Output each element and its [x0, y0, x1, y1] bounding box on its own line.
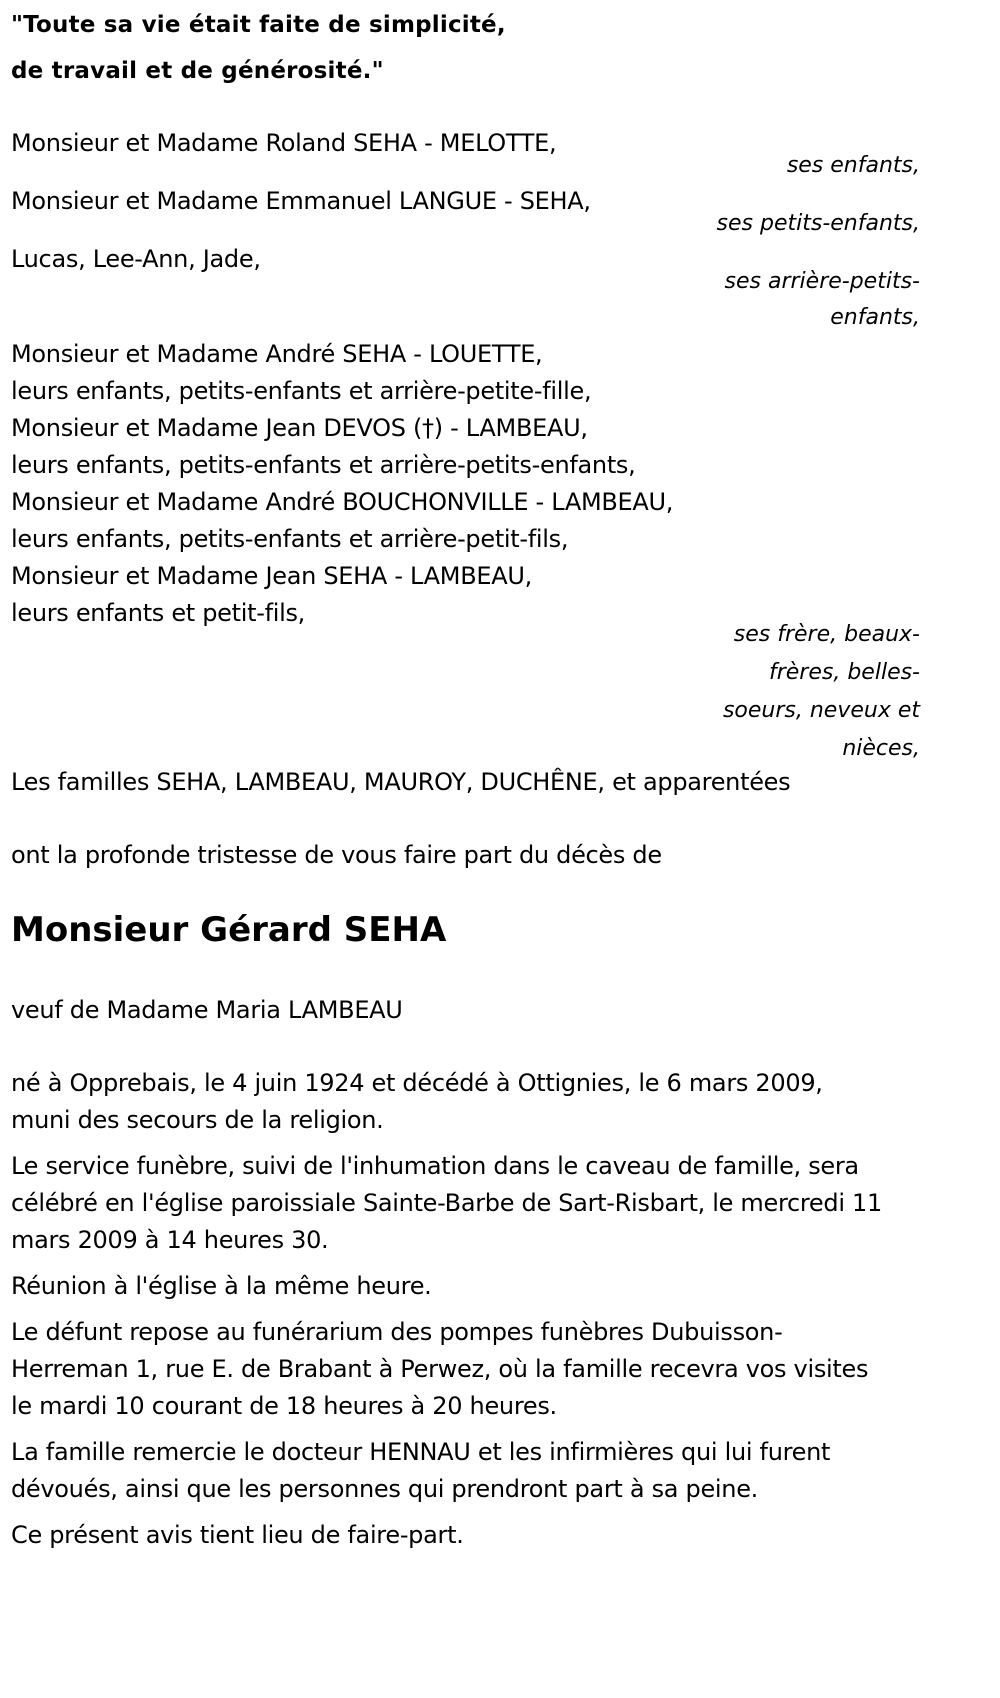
relation-label [660, 205, 920, 243]
family-member-line: Lucas, Lee-Ann, Jade, [11, 245, 261, 273]
funerarium-line: Herreman 1, rue E. de Brabant à Perwez, où la famille recevra vos visites [11, 1355, 869, 1383]
family-member-line: Monsieur et Madame Roland SEHA - MELOTTE, [11, 129, 557, 157]
funerarium-line: Le défunt repose au funérarium des pompes funèbres Dubuisson- [11, 1318, 783, 1346]
family-member-line: leurs enfants, petits-enfants et arrière-petits-enfants, [11, 451, 636, 479]
relation-line: soeurs, neveux et [722, 698, 920, 723]
relation-line: ses petits-enfants, [716, 211, 920, 236]
family-member-line: Monsieur et Madame Emmanuel LANGUE - SEHA, [11, 187, 591, 215]
funerarium-line: le mardi 10 courant de 18 heures à 20 heures. [11, 1392, 557, 1420]
family-member-line: Monsieur et Madame André BOUCHONVILLE - LAMBEAU, [11, 488, 674, 516]
family-member-line: leurs enfants, petits-enfants et arrière-petit-fils, [11, 525, 569, 553]
relation-label [660, 616, 920, 768]
widower-of-text: veuf de Madame Maria LAMBEAU [11, 996, 403, 1024]
birth-death-line: né à Opprebais, le 4 juin 1924 et décédé à Ottignies, le 6 mars 2009, [11, 1069, 823, 1097]
birth-death-line: muni des secours de la religion. [11, 1106, 384, 1134]
quote-line-1: "Toute sa vie était faite de simplicité, [11, 12, 506, 38]
thanks-line: La famille remercie le docteur HENNAU et les infirmières qui lui furent [11, 1438, 831, 1466]
relation-line: nièces, [842, 736, 920, 761]
relation-line: ses frère, beaux- [733, 622, 920, 647]
announcement-text: ont la profonde tristesse de vous faire part du décès de [11, 841, 662, 869]
service-line: mars 2009 à 14 heures 30. [11, 1226, 329, 1254]
family-member-line: Monsieur et Madame André SEHA - LOUETTE, [11, 340, 543, 368]
relation-line: ses arrière-petits- [724, 269, 920, 294]
family-member-line: leurs enfants, petits-enfants et arrière-petite-fille, [11, 377, 592, 405]
service-line: célébré en l'église paroissiale Sainte-Barbe de Sart-Risbart, le mercredi 11 [11, 1189, 882, 1217]
closing-line: Ce présent avis tient lieu de faire-part. [11, 1521, 464, 1549]
relation-label [660, 147, 920, 185]
thanks-line: dévoués, ainsi que les personnes qui prendront part à sa peine. [11, 1475, 758, 1503]
service-line: Le service funèbre, suivi de l'inhumation dans le caveau de famille, sera [11, 1152, 859, 1180]
relation-line: ses enfants, [786, 153, 920, 178]
relation-line: frères, belles- [768, 660, 920, 685]
quote-line-2: de travail et de générosité." [11, 58, 384, 84]
relation-line: enfants, [830, 305, 920, 330]
family-member-line: Monsieur et Madame Jean SEHA - LAMBEAU, [11, 562, 532, 590]
relation-label [660, 263, 920, 337]
families-line: Les familles SEHA, LAMBEAU, MAUROY, DUCHÊNE, et apparentées [11, 768, 791, 796]
family-member-line: leurs enfants et petit-fils, [11, 599, 306, 627]
meeting-line: Réunion à l'église à la même heure. [11, 1272, 432, 1300]
deceased-name: Monsieur Gérard SEHA [11, 910, 447, 950]
family-member-line: Monsieur et Madame Jean DEVOS (†) - LAMBEAU, [11, 414, 588, 442]
